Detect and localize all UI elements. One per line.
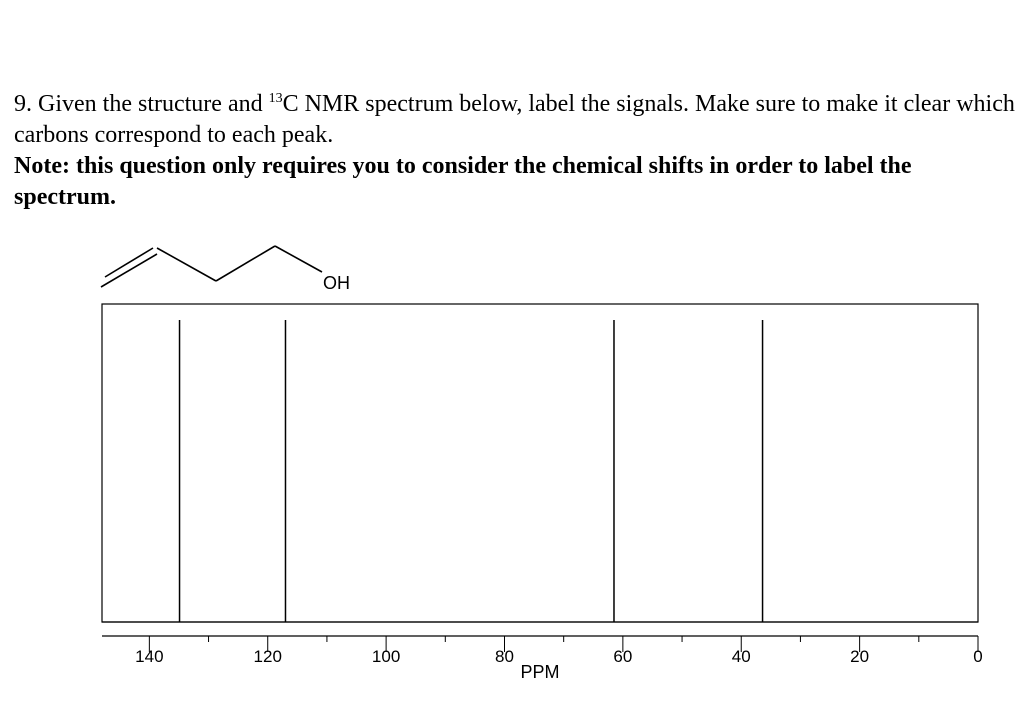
question-prompt-start: 9. Given the structure and: [14, 91, 269, 117]
tick-label: 100: [371, 647, 401, 666]
tick-label: 40: [731, 647, 751, 666]
tick-label: 20: [850, 647, 870, 666]
question-note: Note: this question only requires you to consider the chemical shifts in order to label the spectrum.: [14, 153, 912, 210]
tick-label: 60: [613, 647, 633, 666]
x-axis-title: PPM: [520, 662, 560, 682]
question-prompt-end: C NMR spectrum below, label the signals. Make sure to make it clear which carbons correspond to each peak.: [14, 91, 1015, 148]
plot-frame: [102, 304, 978, 622]
isotope-superscript: 13: [268, 91, 283, 106]
hydroxyl-label: OH: [323, 273, 350, 293]
tick-label: 120: [253, 647, 282, 666]
peaks-group: [180, 320, 763, 622]
tick-label: 0: [973, 647, 983, 666]
tick-label: 140: [135, 647, 164, 666]
tick-label: 80: [495, 647, 514, 666]
